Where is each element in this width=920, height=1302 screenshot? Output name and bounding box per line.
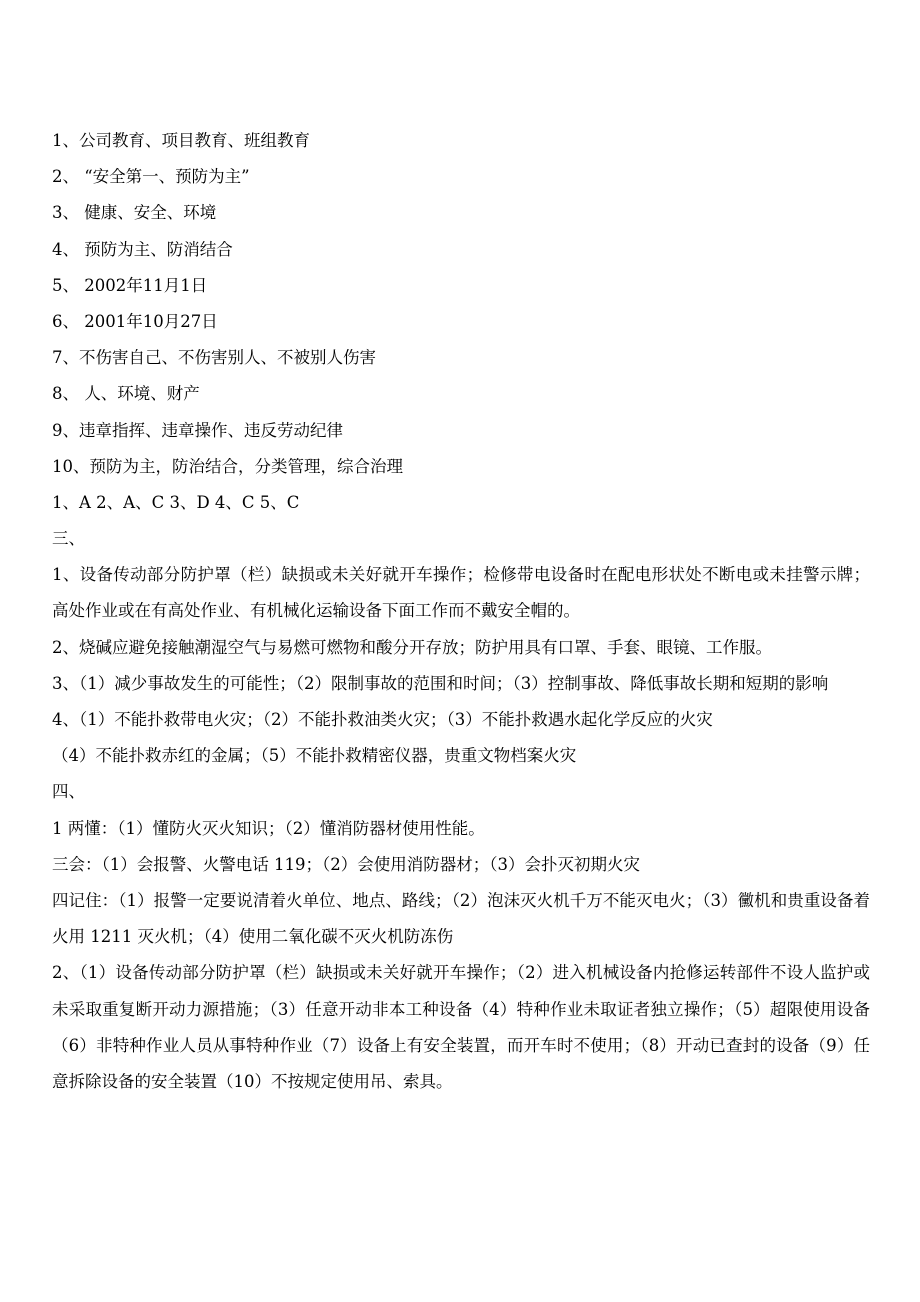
answer-line-6: 6、 2001年10月27日 — [52, 311, 218, 331]
answer-line-4: 4、 预防为主、防消结合 — [52, 239, 233, 259]
answer-line-7: 7、不伤害自己、不伤害别人、不被别人伤害 — [52, 348, 376, 368]
answer-line-3: 3、 健康、安全、环境 — [52, 203, 217, 223]
section3-paragraph-1: 1、设备传动部分防护罩（栏）缺损或未关好就开车操作；检修带电设备时在配电形状处不断电或未挂警示牌；高处作业或在有高处作业、有机械化运输设备下面工作而不戴安全帽的。 — [52, 565, 870, 621]
answer-line-2: 2、 “安全第一、预防为主” — [52, 167, 250, 187]
section3-paragraph-3: 3、（1）减少事故发生的可能性；（2）限制事故的范围和时间；（3）控制事故、降低事故长期和短期的影响 — [52, 673, 829, 693]
section4-paragraph-2: 2、（1）设备传动部分防护罩（栏）缺损或未关好就开车操作；（2）进入机械设备内抢修运转部件不设人监护或未采取重复断开动力源措施；（3）任意开动非本工种设备（4）特种作业未取证者独立操作；（5）超限使用设备（6）非特种作业人员从事特种作业（7）设备上有安全装置，而开车时不使用；（8）开动已查封的设备（9）任意拆除设备的安全装置（10）不按规定使用吊、索具。 — [52, 963, 870, 1092]
section3-paragraph-4-continued: （4）不能扑救赤红的金属；（5）不能扑救精密仪器，贵重文物档案火灾 — [52, 746, 577, 766]
section-heading-3: 三、 — [52, 529, 85, 549]
section3-paragraph-2: 2、烧碱应避免接触潮湿空气与易燃可燃物和酸分开存放；防护用具有口罩、手套、眼镜、工作服。 — [52, 637, 772, 657]
answer-line-9: 9、违章指挥、违章操作、违反劳动纪律 — [52, 420, 343, 440]
section4-line-two-understand: 1 两懂：（1）懂防火灭火知识；（2）懂消防器材使用性能。 — [52, 818, 485, 838]
section3-paragraph-4: 4、（1）不能扑救带电火灾；（2）不能扑救油类火灾；（3）不能扑救遇水起化学反应的火灾 — [52, 710, 713, 730]
answer-line-5: 5、 2002年11月1日 — [52, 275, 208, 295]
answer-line-8: 8、 人、环境、财产 — [52, 384, 200, 404]
section4-paragraph-four-remember: 四记住：（1）报警一定要说清着火单位、地点、路线；（2）泡沫灭火机千万不能灭电火；（3）黴机和贵重设备着火用 1211 灭火机；（4）使用二氧化碳不灭火机防冻伤 — [52, 891, 870, 947]
section-heading-4: 四、 — [52, 782, 85, 802]
answer-line-10: 10、预防为主，防治结合，分类管理，综合治理 — [52, 456, 403, 476]
document-body — [52, 123, 870, 1100]
section4-line-three-can: 三会：（1）会报警、火警电话 119；（2）会使用消防器材；（3）会扑灭初期火灾 — [52, 854, 640, 874]
choice-answers-line: 1、A 2、A、C 3、D 4、C 5、C — [52, 492, 300, 512]
answer-line-1: 1、公司教育、项目教育、班组教育 — [52, 131, 310, 150]
